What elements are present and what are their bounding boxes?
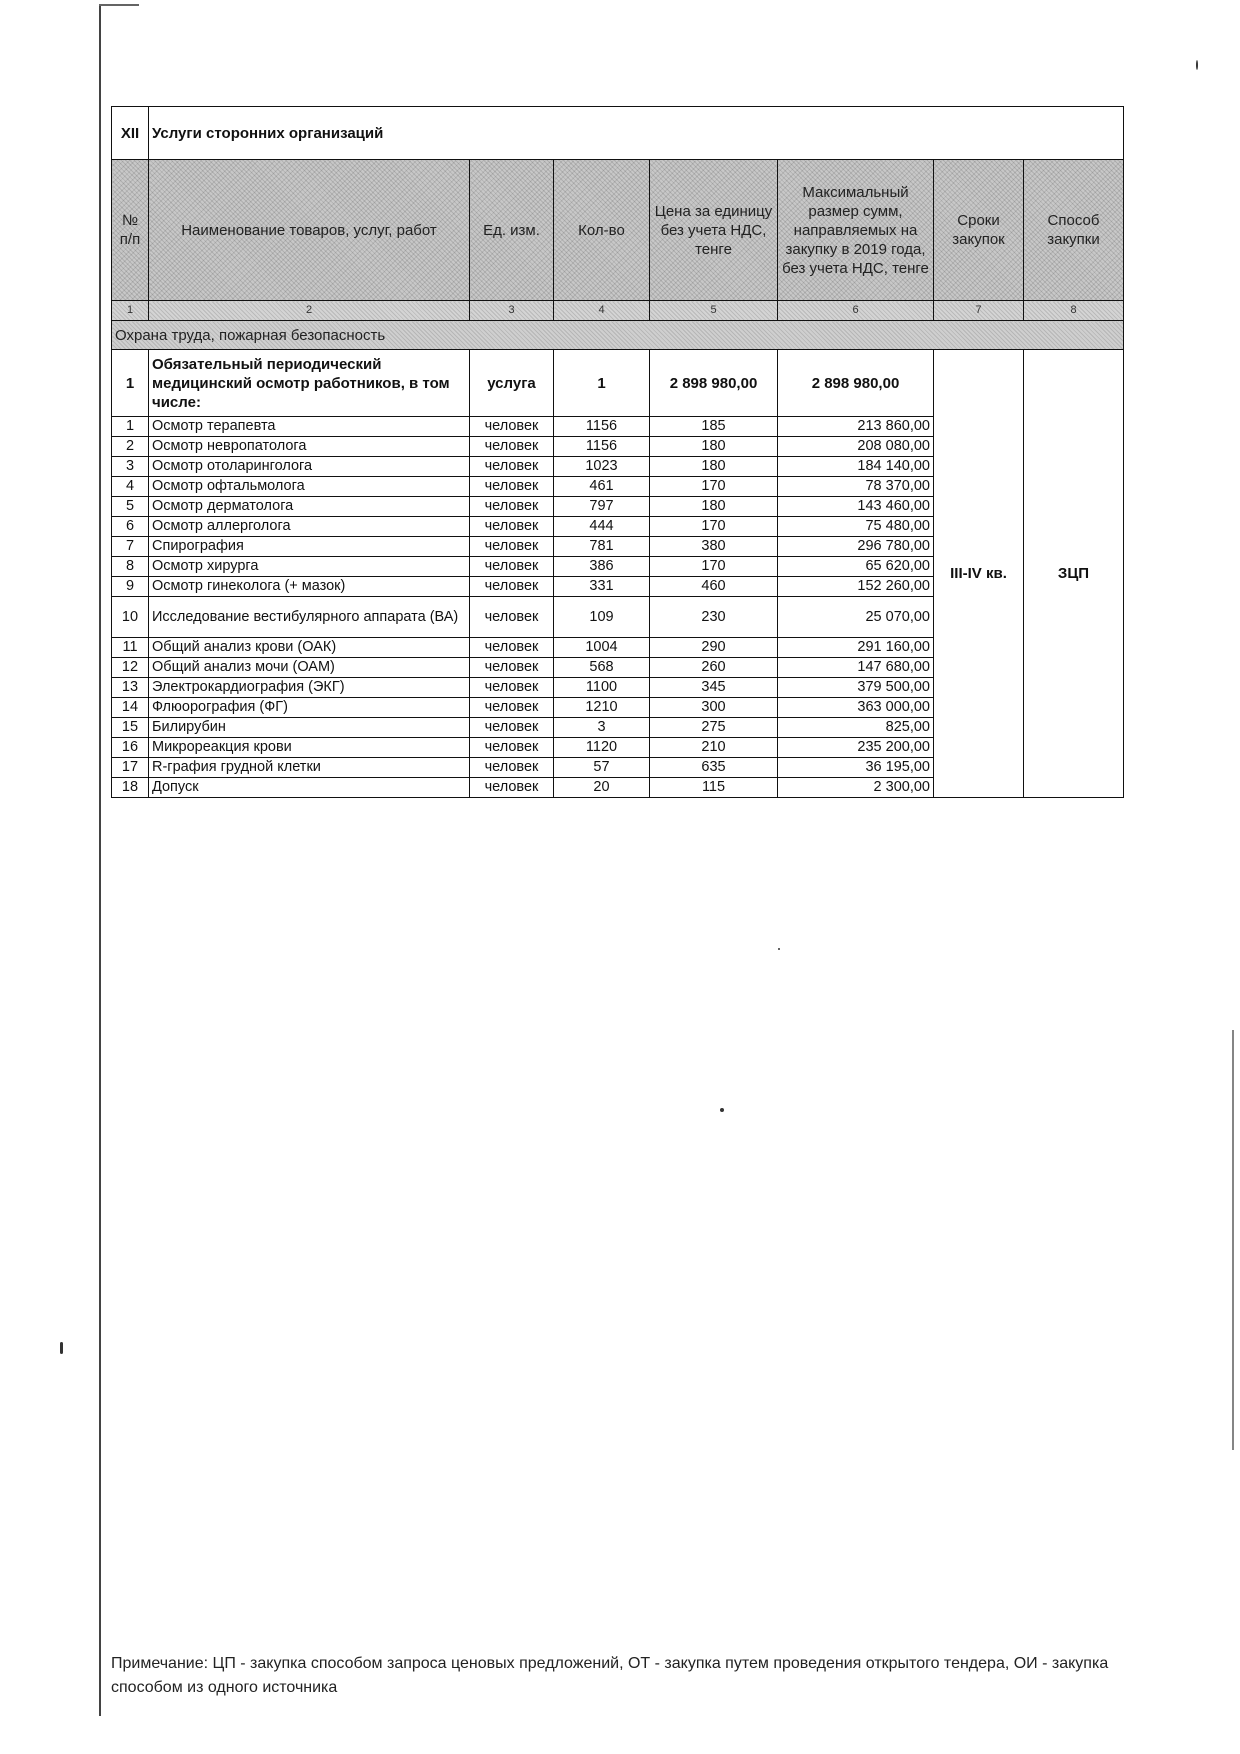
column-header-row (112, 160, 1124, 301)
item-total: 296 780,00 (778, 537, 934, 557)
item-price: 300 (650, 698, 778, 718)
item-price: 460 (650, 577, 778, 597)
item-price: 180 (650, 457, 778, 477)
item-price: 635 (650, 758, 778, 778)
item-price: 230 (650, 597, 778, 638)
item-unit: человек (470, 497, 554, 517)
item-unit: человек (470, 417, 554, 437)
item-total: 363 000,00 (778, 698, 934, 718)
item-name: Микрореакция крови (149, 738, 470, 758)
item-number: 10 (112, 597, 149, 638)
item-qty: 1156 (554, 437, 650, 457)
item-price: 170 (650, 477, 778, 497)
item-price: 170 (650, 557, 778, 577)
item-price: 275 (650, 718, 778, 738)
item-qty: 461 (554, 477, 650, 497)
item-number: 18 (112, 778, 149, 798)
item-total: 379 500,00 (778, 678, 934, 698)
item-unit: человек (470, 758, 554, 778)
item-name: Спирография (149, 537, 470, 557)
item-price: 180 (650, 437, 778, 457)
item-qty: 1004 (554, 638, 650, 658)
item-qty: 444 (554, 517, 650, 537)
item-total: 147 680,00 (778, 658, 934, 678)
item-unit: человек (470, 678, 554, 698)
main-item-row (112, 350, 1124, 417)
item-unit: человек (470, 457, 554, 477)
item-qty: 331 (554, 577, 650, 597)
scan-speck (778, 948, 780, 950)
item-qty: 797 (554, 497, 650, 517)
column-header: Способ закупки (1024, 160, 1124, 301)
main-item-price: 2 898 980,00 (650, 350, 778, 417)
main-item-name: Обязательный периодический медицинский осмотр работников, в том числе: (149, 350, 470, 417)
item-total: 152 260,00 (778, 577, 934, 597)
section-header-row (112, 107, 1124, 160)
column-header: Наименование товаров, услуг, работ (149, 160, 470, 301)
item-total: 2 300,00 (778, 778, 934, 798)
item-number: 3 (112, 457, 149, 477)
item-total: 143 460,00 (778, 497, 934, 517)
item-price: 185 (650, 417, 778, 437)
column-index: 6 (778, 301, 934, 321)
scan-speck (720, 1108, 724, 1112)
column-index: 4 (554, 301, 650, 321)
group-row (112, 321, 1124, 350)
item-name: Исследование вестибулярного аппарата (ВА) (149, 597, 470, 638)
item-total: 78 370,00 (778, 477, 934, 497)
section-title: Услуги сторонних организаций (149, 107, 1124, 160)
item-name: R-графия грудной клетки (149, 758, 470, 778)
item-number: 6 (112, 517, 149, 537)
scan-speck (60, 1342, 63, 1354)
item-qty: 109 (554, 597, 650, 638)
item-name: Осмотр аллерголога (149, 517, 470, 537)
item-unit: человек (470, 477, 554, 497)
item-total: 235 200,00 (778, 738, 934, 758)
procurement-period: III-IV кв. (934, 350, 1024, 798)
item-name: Общий анализ крови (ОАК) (149, 638, 470, 658)
item-name: Электрокардиография (ЭКГ) (149, 678, 470, 698)
main-item-number: 1 (112, 350, 149, 417)
scan-edge (1232, 1030, 1234, 1450)
item-unit: человек (470, 437, 554, 457)
item-price: 380 (650, 537, 778, 557)
item-name: Допуск (149, 778, 470, 798)
column-index: 5 (650, 301, 778, 321)
item-name: Осмотр гинеколога (+ мазок) (149, 577, 470, 597)
item-qty: 1120 (554, 738, 650, 758)
column-index: 7 (934, 301, 1024, 321)
item-qty: 1210 (554, 698, 650, 718)
item-unit: человек (470, 698, 554, 718)
column-header: Кол-во (554, 160, 650, 301)
item-qty: 20 (554, 778, 650, 798)
item-unit: человек (470, 738, 554, 758)
item-price: 345 (650, 678, 778, 698)
item-price: 210 (650, 738, 778, 758)
column-header: Сроки закупок (934, 160, 1024, 301)
item-name: Осмотр дерматолога (149, 497, 470, 517)
item-qty: 1023 (554, 457, 650, 477)
procurement-method: ЗЦП (1024, 350, 1124, 798)
item-total: 75 480,00 (778, 517, 934, 537)
item-price: 115 (650, 778, 778, 798)
item-price: 180 (650, 497, 778, 517)
scan-edge (99, 4, 139, 6)
item-unit: человек (470, 658, 554, 678)
item-total: 184 140,00 (778, 457, 934, 477)
item-unit: человек (470, 537, 554, 557)
item-total: 208 080,00 (778, 437, 934, 457)
item-number: 13 (112, 678, 149, 698)
item-unit: человек (470, 718, 554, 738)
main-item-total: 2 898 980,00 (778, 350, 934, 417)
item-name: Осмотр хирурга (149, 557, 470, 577)
column-index-row (112, 301, 1124, 321)
column-index: 2 (149, 301, 470, 321)
item-unit: человек (470, 778, 554, 798)
item-name: Осмотр терапевта (149, 417, 470, 437)
item-number: 8 (112, 557, 149, 577)
item-number: 16 (112, 738, 149, 758)
item-name: Билирубин (149, 718, 470, 738)
item-number: 17 (112, 758, 149, 778)
item-qty: 57 (554, 758, 650, 778)
item-number: 4 (112, 477, 149, 497)
item-name: Осмотр отоларинголога (149, 457, 470, 477)
item-name: Осмотр невропатолога (149, 437, 470, 457)
item-unit: человек (470, 517, 554, 537)
item-number: 15 (112, 718, 149, 738)
item-price: 170 (650, 517, 778, 537)
column-header: Ед. изм. (470, 160, 554, 301)
column-index: 8 (1024, 301, 1124, 321)
item-name: Осмотр офтальмолога (149, 477, 470, 497)
item-unit: человек (470, 577, 554, 597)
item-qty: 781 (554, 537, 650, 557)
main-item-unit: услуга (470, 350, 554, 417)
item-qty: 1100 (554, 678, 650, 698)
procurement-table (111, 106, 1124, 798)
scan-edge (99, 6, 101, 1716)
group-title: Охрана труда, пожарная безопасность (112, 321, 1124, 350)
column-index: 1 (112, 301, 149, 321)
item-qty: 386 (554, 557, 650, 577)
scan-speck (1196, 60, 1198, 70)
column-index: 3 (470, 301, 554, 321)
item-number: 11 (112, 638, 149, 658)
item-price: 290 (650, 638, 778, 658)
item-total: 291 160,00 (778, 638, 934, 658)
item-qty: 3 (554, 718, 650, 738)
item-unit: человек (470, 638, 554, 658)
item-number: 7 (112, 537, 149, 557)
main-item-qty: 1 (554, 350, 650, 417)
item-total: 825,00 (778, 718, 934, 738)
item-qty: 1156 (554, 417, 650, 437)
column-header: № п/п (112, 160, 149, 301)
item-number: 1 (112, 417, 149, 437)
item-number: 9 (112, 577, 149, 597)
item-unit: человек (470, 597, 554, 638)
item-price: 260 (650, 658, 778, 678)
item-unit: человек (470, 557, 554, 577)
item-number: 2 (112, 437, 149, 457)
item-number: 14 (112, 698, 149, 718)
section-number: XII (112, 107, 149, 160)
column-header: Цена за единицу без учета НДС, тенге (650, 160, 778, 301)
item-name: Флюорография (ФГ) (149, 698, 470, 718)
column-header: Максимальный размер сумм, направляемых на закупку в 2019 года, без учета НДС, тенге (778, 160, 934, 301)
item-number: 12 (112, 658, 149, 678)
footnote: Примечание: ЦП - закупка способом запроса ценовых предложений, ОТ - закупка путем проведения открытого тендера, ОИ - закупка способом из одного источника (111, 1655, 1109, 1696)
item-total: 65 620,00 (778, 557, 934, 577)
item-qty: 568 (554, 658, 650, 678)
item-total: 36 195,00 (778, 758, 934, 778)
item-name: Общий анализ мочи (ОАМ) (149, 658, 470, 678)
item-total: 213 860,00 (778, 417, 934, 437)
item-number: 5 (112, 497, 149, 517)
item-total: 25 070,00 (778, 597, 934, 638)
